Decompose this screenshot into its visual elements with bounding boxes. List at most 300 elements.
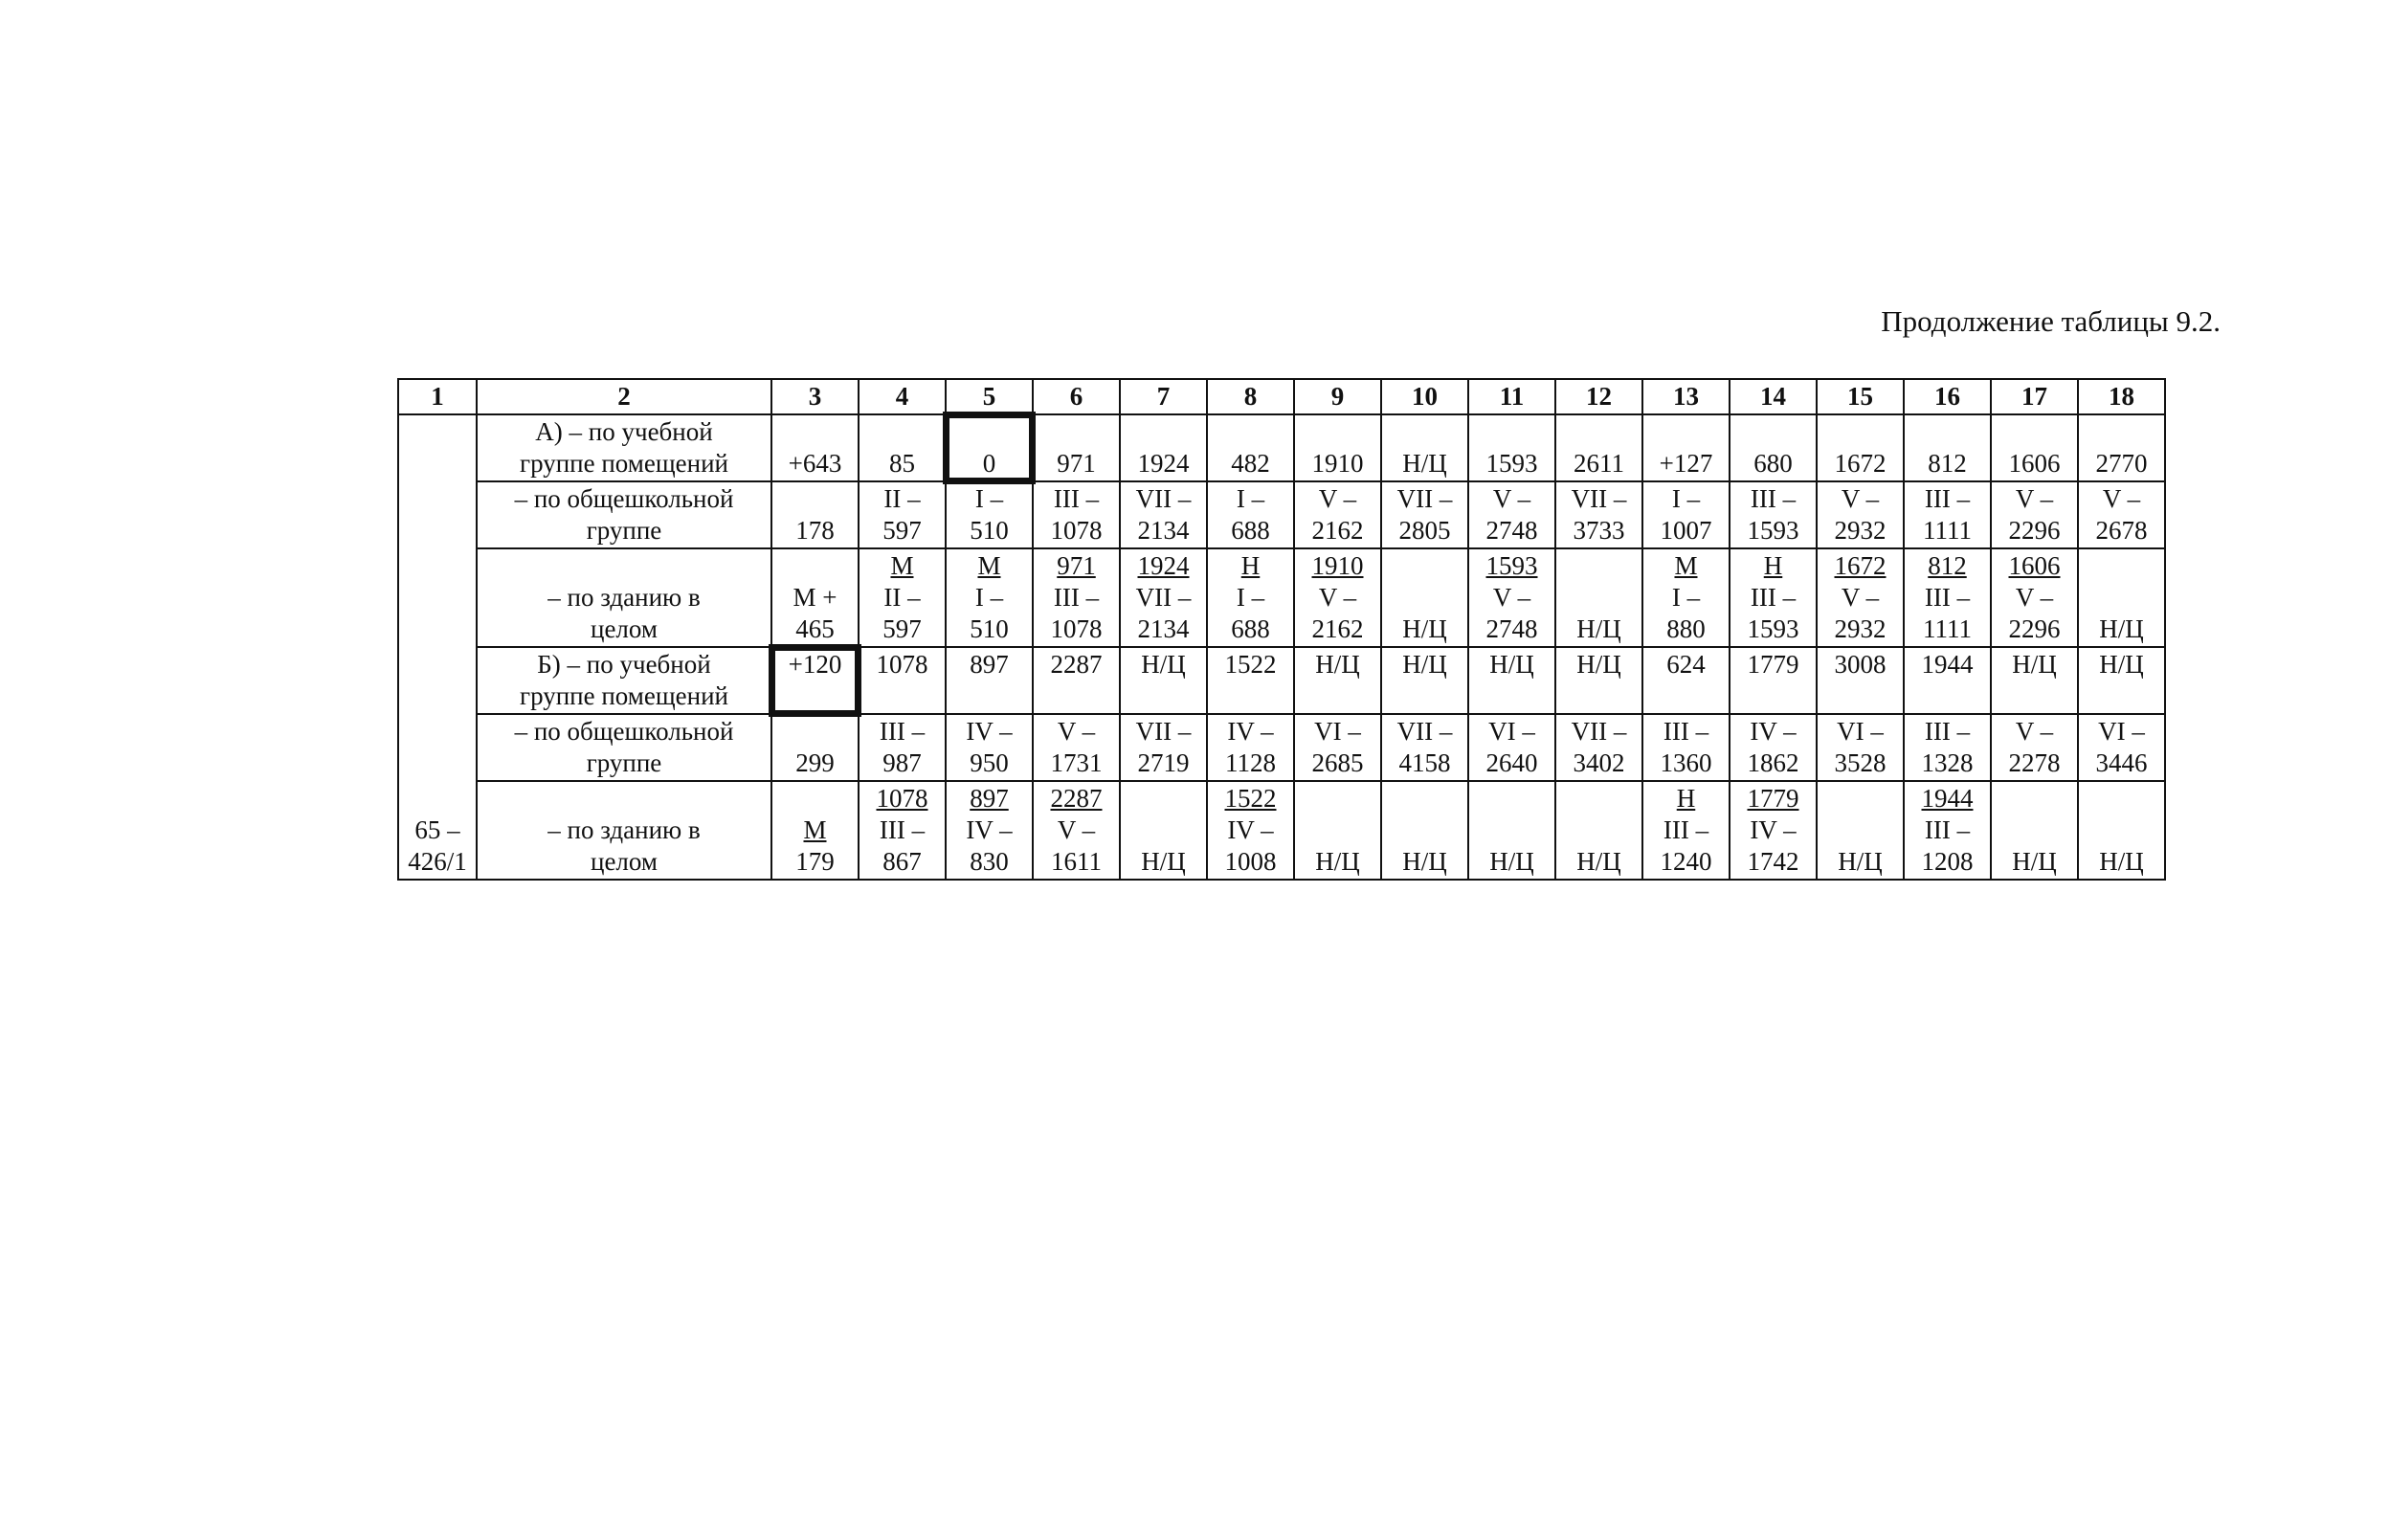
value-cell: [1033, 647, 1120, 714]
value-cell: [1991, 414, 2078, 481]
value-cell: [1555, 414, 1642, 481]
value-cell: [771, 781, 859, 880]
cell-value: 3528: [1834, 748, 1887, 777]
cell-value: Н/Ц: [1576, 614, 1621, 643]
cell-value: Н/Ц: [1576, 847, 1621, 876]
cell-value: VI –: [1488, 717, 1535, 746]
value-cell: [1033, 548, 1120, 647]
value-cell: [1468, 781, 1555, 880]
cell-value: III –: [1924, 484, 1971, 513]
description-line: – по общешкольной: [514, 717, 734, 746]
value-cell: [859, 781, 946, 880]
value-cell: [1904, 414, 1991, 481]
value-cell: [1904, 481, 1991, 548]
value-cell: [1730, 647, 1817, 714]
code-line: 65 –: [414, 815, 460, 844]
value-cell: [859, 647, 946, 714]
cell-value: Н/Ц: [2012, 650, 2057, 679]
cell-value: 624: [1666, 650, 1706, 679]
value-cell: [1991, 647, 2078, 714]
value-cell: [1817, 781, 1904, 880]
value-cell: [1730, 548, 1817, 647]
cell-value: 179: [795, 847, 835, 876]
value-cell: [1904, 714, 1991, 781]
cell-value: 510: [970, 614, 1009, 643]
value-cell: [771, 414, 859, 481]
value-cell: [1207, 414, 1294, 481]
cell-value: Н/Ц: [1315, 650, 1360, 679]
cell-value: V –: [1841, 583, 1880, 612]
value-cell: [1730, 481, 1817, 548]
cell-value: V –: [2015, 484, 2054, 513]
cell-value: 2805: [1398, 516, 1451, 545]
value-cell: [771, 481, 859, 548]
value-cell: [1904, 647, 1991, 714]
value-cell: [1555, 714, 1642, 781]
column-header: 3: [771, 379, 859, 414]
description-line: группе: [586, 516, 662, 545]
cell-value: 1924: [1137, 449, 1190, 478]
cell-value: 2640: [1485, 748, 1538, 777]
cell-value: VII –: [1571, 484, 1627, 513]
cell-value: II –: [883, 484, 921, 513]
value-cell: [1555, 781, 1642, 880]
cell-value: 1128: [1225, 748, 1276, 777]
cell-value: 2296: [2008, 614, 2061, 643]
cell-value: 2296: [2008, 516, 2061, 545]
cell-value: 1606: [2008, 551, 2061, 580]
value-cell: [1207, 481, 1294, 548]
column-header: 11: [1468, 379, 1555, 414]
cell-value: 510: [970, 516, 1009, 545]
cell-value: IV –: [1750, 815, 1797, 844]
cell-value: V –: [1492, 583, 1531, 612]
column-header: 12: [1555, 379, 1642, 414]
value-cell: [1817, 647, 1904, 714]
cell-value: V –: [1318, 484, 1357, 513]
cell-value: 1208: [1921, 847, 1974, 876]
value-cell: [1207, 647, 1294, 714]
cell-value: VII –: [1135, 484, 1192, 513]
cell-value: М: [803, 815, 827, 844]
column-header: 6: [1033, 379, 1120, 414]
cell-value: 1078: [876, 784, 928, 813]
value-cell: [1817, 714, 1904, 781]
cell-value: IV –: [1227, 717, 1274, 746]
cell-value: 688: [1231, 516, 1270, 545]
value-cell: [771, 647, 859, 714]
cell-value: Н/Ц: [1489, 847, 1534, 876]
cell-value: 1924: [1137, 551, 1190, 580]
cell-value: Н: [1676, 784, 1696, 813]
value-cell: [1642, 781, 1730, 880]
description-line: группе помещений: [520, 449, 728, 478]
description-line: Б) – по учебной: [537, 650, 711, 679]
value-cell: [771, 548, 859, 647]
cell-value: 2932: [1834, 516, 1887, 545]
cell-value: 2134: [1137, 614, 1190, 643]
value-cell: [1294, 481, 1381, 548]
column-header: 15: [1817, 379, 1904, 414]
cell-value: IV –: [966, 815, 1013, 844]
cell-value: III –: [1663, 717, 1709, 746]
object-code: [398, 414, 477, 880]
value-cell: [1991, 781, 2078, 880]
value-cell: [1817, 548, 1904, 647]
row-description: [477, 481, 771, 548]
cell-value: VII –: [1135, 583, 1192, 612]
value-cell: [1381, 647, 1468, 714]
cell-value: 2770: [2095, 449, 2148, 478]
cell-value: VI –: [2098, 717, 2145, 746]
value-cell: [1033, 414, 1120, 481]
value-cell: [2078, 548, 2165, 647]
row-description: [477, 414, 771, 481]
column-header: 16: [1904, 379, 1991, 414]
cell-value: Н/Ц: [1402, 449, 1447, 478]
cell-value: 1111: [1923, 516, 1972, 545]
cell-value: VI –: [1314, 717, 1361, 746]
value-cell: [771, 714, 859, 781]
cell-value: 688: [1231, 614, 1270, 643]
value-cell: [1294, 714, 1381, 781]
value-cell: [859, 481, 946, 548]
cell-value: 2287: [1050, 650, 1103, 679]
cell-value: 1078: [1050, 614, 1103, 643]
cell-value: 1672: [1834, 551, 1887, 580]
column-header: 9: [1294, 379, 1381, 414]
cell-value: Н/Ц: [1402, 650, 1447, 679]
cell-value: IV –: [1750, 717, 1797, 746]
cell-value: 1078: [876, 650, 928, 679]
column-header: 1: [398, 379, 477, 414]
cell-value: III –: [1924, 717, 1971, 746]
cell-value: III –: [879, 815, 926, 844]
cell-value: М: [1674, 551, 1698, 580]
cell-value: 880: [1666, 614, 1706, 643]
column-header: 13: [1642, 379, 1730, 414]
column-header: 14: [1730, 379, 1817, 414]
cell-value: III –: [1053, 583, 1100, 612]
cell-value: Н/Ц: [1141, 650, 1186, 679]
cell-value: Н/Ц: [2012, 847, 2057, 876]
value-cell: [1120, 414, 1207, 481]
row-description: [477, 781, 771, 880]
value-cell: [946, 647, 1033, 714]
value-cell: [1120, 548, 1207, 647]
value-cell: [1294, 647, 1381, 714]
column-header: 8: [1207, 379, 1294, 414]
cell-value: 897: [970, 784, 1009, 813]
cell-value: 1944: [1921, 784, 1974, 813]
cell-value: V –: [1841, 484, 1880, 513]
cell-value: 1111: [1923, 614, 1972, 643]
value-cell: [1642, 481, 1730, 548]
cell-value: VII –: [1571, 717, 1627, 746]
cell-value: 1910: [1311, 551, 1364, 580]
cell-value: 1593: [1747, 614, 1799, 643]
cell-value: III –: [879, 717, 926, 746]
cell-value: 2932: [1834, 614, 1887, 643]
value-cell: [1120, 481, 1207, 548]
cell-value: V –: [1057, 717, 1096, 746]
description-line: – по зданию в: [547, 583, 701, 612]
column-header: 4: [859, 379, 946, 414]
cell-value: V –: [1492, 484, 1531, 513]
value-cell: [2078, 714, 2165, 781]
cell-value: 812: [1928, 551, 1967, 580]
value-cell: [1207, 548, 1294, 647]
cell-value: +120: [788, 650, 842, 679]
row-description: [477, 548, 771, 647]
value-cell: [1468, 481, 1555, 548]
cell-value: 1593: [1747, 516, 1799, 545]
description-line: целом: [591, 614, 658, 643]
cell-value: 597: [882, 516, 922, 545]
cell-value: 0: [982, 449, 996, 478]
cell-value: I –: [1236, 484, 1265, 513]
cell-value: III –: [1924, 583, 1971, 612]
cell-value: IV –: [966, 717, 1013, 746]
value-cell: [1991, 481, 2078, 548]
value-cell: [1730, 781, 1817, 880]
cell-value: 1008: [1224, 847, 1277, 876]
table-row: [398, 781, 2165, 880]
value-cell: [1817, 414, 1904, 481]
cell-value: 971: [1057, 449, 1096, 478]
cell-value: 2611: [1574, 449, 1624, 478]
cell-value: 2748: [1485, 614, 1538, 643]
value-cell: [1207, 781, 1294, 880]
value-cell: [1468, 548, 1555, 647]
cell-value: VI –: [1837, 717, 1884, 746]
cell-value: 1862: [1747, 748, 1799, 777]
value-cell: [1120, 647, 1207, 714]
cell-value: V –: [1057, 815, 1096, 844]
value-cell: [1904, 548, 1991, 647]
value-cell: [1033, 714, 1120, 781]
cell-value: IV –: [1227, 815, 1274, 844]
cell-value: 2719: [1137, 748, 1190, 777]
cell-value: 1522: [1224, 650, 1277, 679]
cell-value: 1522: [1224, 784, 1277, 813]
value-cell: [1381, 714, 1468, 781]
column-header: 2: [477, 379, 771, 414]
cell-value: III –: [1750, 484, 1797, 513]
value-cell: [1991, 548, 2078, 647]
description-line: – по общешкольной: [514, 484, 734, 513]
cell-value: 2278: [2008, 748, 2061, 777]
value-cell: [1555, 647, 1642, 714]
value-cell: [1381, 548, 1468, 647]
cell-value: I –: [1671, 484, 1701, 513]
value-cell: [1642, 414, 1730, 481]
cell-value: Н/Ц: [1315, 847, 1360, 876]
value-cell: [1817, 481, 1904, 548]
value-cell: [946, 548, 1033, 647]
table-row: [398, 481, 2165, 548]
cell-value: V –: [2102, 484, 2141, 513]
value-cell: [1642, 647, 1730, 714]
cell-value: 1606: [2008, 449, 2061, 478]
description-line: группе помещений: [520, 681, 728, 710]
cell-value: 1731: [1050, 748, 1103, 777]
cell-value: Н/Ц: [2099, 650, 2144, 679]
value-cell: [1468, 647, 1555, 714]
cell-value: 3446: [2095, 748, 2148, 777]
cell-value: +127: [1659, 449, 1713, 478]
cell-value: 2678: [2095, 516, 2148, 545]
value-cell: [946, 714, 1033, 781]
cell-value: V –: [1318, 583, 1357, 612]
cell-value: 830: [970, 847, 1009, 876]
cell-value: 178: [795, 516, 835, 545]
value-cell: [1642, 714, 1730, 781]
data-table: [397, 378, 2166, 881]
value-cell: [1730, 414, 1817, 481]
value-cell: [1555, 481, 1642, 548]
cell-value: 1742: [1747, 847, 1799, 876]
cell-value: III –: [1924, 815, 1971, 844]
value-cell: [859, 414, 946, 481]
cell-value: Н/Ц: [1489, 650, 1534, 679]
value-cell: [1381, 481, 1468, 548]
value-cell: [1294, 548, 1381, 647]
cell-value: 1779: [1747, 784, 1799, 813]
value-cell: [1468, 714, 1555, 781]
value-cell: [946, 414, 1033, 481]
cell-value: V –: [2015, 583, 2054, 612]
column-header: 5: [946, 379, 1033, 414]
value-cell: [2078, 481, 2165, 548]
header-row: [398, 379, 2165, 414]
cell-value: Н: [1240, 551, 1261, 580]
value-cell: [1730, 714, 1817, 781]
cell-value: 1672: [1834, 449, 1887, 478]
cell-value: 1779: [1747, 650, 1799, 679]
table-caption: Продолжение таблицы 9.2.: [1881, 304, 2221, 338]
cell-value: II –: [883, 583, 921, 612]
cell-value: 1360: [1660, 748, 1712, 777]
description-line: группе: [586, 748, 662, 777]
column-header: 18: [2078, 379, 2165, 414]
value-cell: [1642, 548, 1730, 647]
code-line: 426/1: [408, 847, 467, 876]
table-row: [398, 414, 2165, 481]
cell-value: I –: [974, 484, 1004, 513]
cell-value: Н/Ц: [1402, 614, 1447, 643]
cell-value: 299: [795, 748, 835, 777]
table-row: [398, 548, 2165, 647]
cell-value: 950: [970, 748, 1009, 777]
value-cell: [1120, 714, 1207, 781]
cell-value: 3008: [1834, 650, 1887, 679]
column-header: 10: [1381, 379, 1468, 414]
cell-value: I –: [1236, 583, 1265, 612]
cell-value: III –: [1663, 815, 1709, 844]
cell-value: М: [890, 551, 914, 580]
value-cell: [2078, 414, 2165, 481]
value-cell: [1381, 781, 1468, 880]
cell-value: 1910: [1311, 449, 1364, 478]
cell-value: 1078: [1050, 516, 1103, 545]
cell-value: 465: [795, 614, 835, 643]
cell-value: 597: [882, 614, 922, 643]
value-cell: [1555, 548, 1642, 647]
cell-value: Н: [1763, 551, 1783, 580]
cell-value: 1007: [1660, 516, 1712, 545]
cell-value: 897: [970, 650, 1009, 679]
value-cell: [1904, 781, 1991, 880]
cell-value: Н/Ц: [1402, 847, 1447, 876]
cell-value: 2685: [1311, 748, 1364, 777]
cell-value: 3402: [1573, 748, 1625, 777]
value-cell: [1381, 414, 1468, 481]
value-cell: [1033, 781, 1120, 880]
cell-value: VII –: [1396, 484, 1453, 513]
value-cell: [1294, 781, 1381, 880]
value-cell: [1468, 414, 1555, 481]
value-cell: [1033, 481, 1120, 548]
description-line: целом: [591, 847, 658, 876]
cell-value: 1593: [1485, 551, 1538, 580]
cell-value: 1328: [1921, 748, 1974, 777]
table-row: [398, 647, 2165, 714]
cell-value: Н/Ц: [2099, 614, 2144, 643]
value-cell: [859, 714, 946, 781]
cell-value: 2748: [1485, 516, 1538, 545]
cell-value: 1611: [1051, 847, 1102, 876]
row-description: [477, 647, 771, 714]
cell-value: 971: [1057, 551, 1096, 580]
cell-value: 4158: [1398, 748, 1451, 777]
cell-value: III –: [1053, 484, 1100, 513]
table-row: [398, 714, 2165, 781]
value-cell: [2078, 781, 2165, 880]
cell-value: 2287: [1050, 784, 1103, 813]
cell-value: 85: [889, 449, 915, 478]
cell-value: I –: [974, 583, 1004, 612]
cell-value: Н/Ц: [1576, 650, 1621, 679]
cell-value: 2162: [1311, 614, 1364, 643]
description-line: А) – по учебной: [535, 417, 713, 446]
cell-value: 1944: [1921, 650, 1974, 679]
row-description: [477, 714, 771, 781]
cell-value: 1593: [1485, 449, 1538, 478]
cell-value: +643: [788, 449, 842, 478]
column-header: 17: [1991, 379, 2078, 414]
cell-value: III –: [1750, 583, 1797, 612]
cell-value: 867: [882, 847, 922, 876]
cell-value: 2162: [1311, 516, 1364, 545]
value-cell: [946, 781, 1033, 880]
value-cell: [859, 548, 946, 647]
cell-value: Н/Ц: [1141, 847, 1186, 876]
cell-value: VII –: [1396, 717, 1453, 746]
cell-value: 3733: [1573, 516, 1625, 545]
cell-value: 482: [1231, 449, 1270, 478]
value-cell: [1991, 714, 2078, 781]
cell-value: М +: [793, 583, 837, 612]
cell-value: V –: [2015, 717, 2054, 746]
cell-value: М: [977, 551, 1001, 580]
value-cell: [1207, 714, 1294, 781]
cell-value: 1240: [1660, 847, 1712, 876]
value-cell: [1294, 414, 1381, 481]
cell-value: VII –: [1135, 717, 1192, 746]
description-line: – по зданию в: [547, 815, 701, 844]
cell-value: Н/Ц: [1838, 847, 1883, 876]
